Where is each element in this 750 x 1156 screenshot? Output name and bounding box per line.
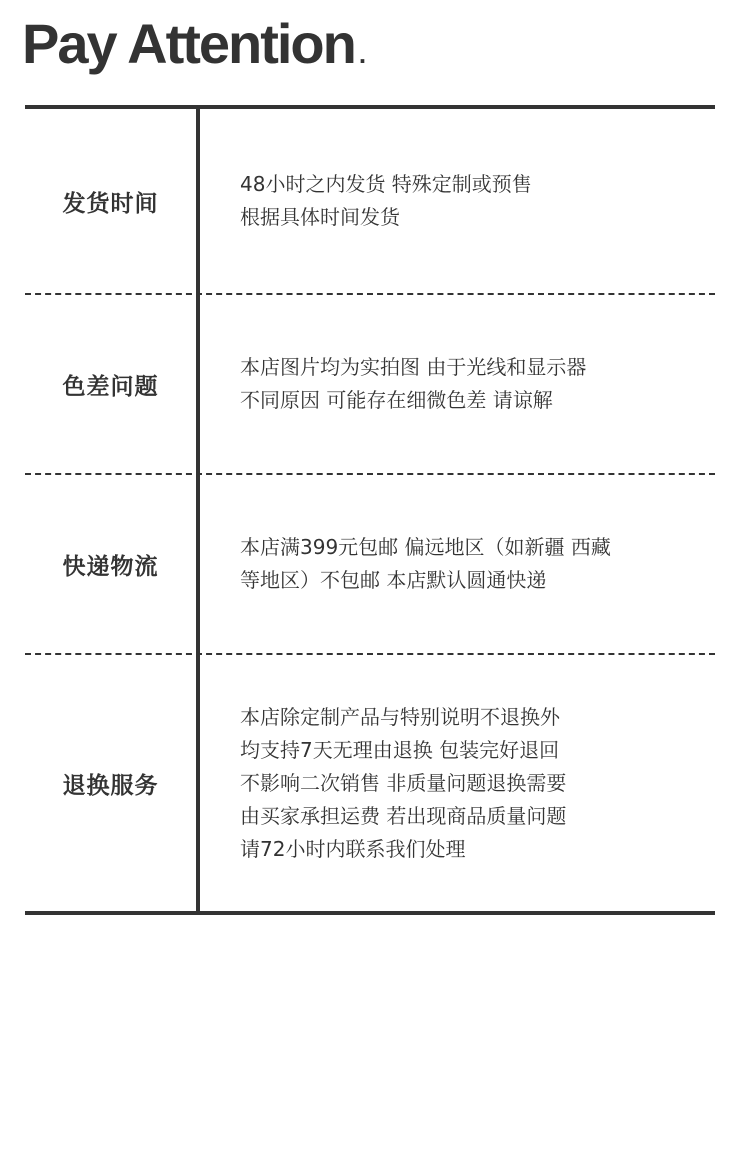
row-text-line: 等地区）不包邮 本店默认圆通快递 (240, 568, 547, 592)
page-title (22, 8, 366, 90)
row-label-cell (25, 655, 200, 911)
row-text-line: 均支持7天无理由退换 包装完好退回 (240, 737, 560, 762)
row-content-cell (200, 109, 715, 293)
row-text-line: 本店满399元包邮 偏远地区（如新疆 西藏 (240, 535, 611, 559)
table-row-color-difference (25, 293, 715, 473)
table-row-logistics (25, 473, 715, 653)
row-text-line: 本店除定制产品与特别说明不退换外 (240, 704, 560, 729)
row-text-line: 不同原因 可能存在细微色差 请谅解 (240, 388, 553, 412)
row-label: 退换服务 (62, 772, 159, 799)
row-label: 快递物流 (62, 553, 159, 580)
table-row-shipping-time (25, 109, 715, 293)
row-content-cell (200, 655, 715, 911)
row-label: 发货时间 (62, 190, 159, 217)
row-label-cell (25, 109, 200, 293)
row-content-cell (200, 295, 715, 473)
row-text-line: 48小时之内发货 特殊定制或预售 (240, 172, 532, 196)
row-text-line: 本店图片均为实拍图 由于光线和显示器 (240, 355, 587, 379)
row-text-line: 由买家承担运费 若出现商品质量问题 (240, 803, 567, 828)
title-dot: . (358, 39, 367, 69)
row-text-line: 请72小时内联系我们处理 (240, 836, 466, 861)
title-text: Pay Attention (22, 12, 355, 75)
row-label-cell (25, 295, 200, 473)
row-label-cell (25, 475, 200, 653)
table-row-return-service (25, 653, 715, 911)
row-content-cell (200, 475, 715, 653)
notice-table (25, 105, 715, 915)
row-label: 色差问题 (62, 373, 159, 400)
row-text-line: 不影响二次销售 非质量问题退换需要 (240, 770, 567, 795)
row-text-line: 根据具体时间发货 (240, 205, 400, 229)
